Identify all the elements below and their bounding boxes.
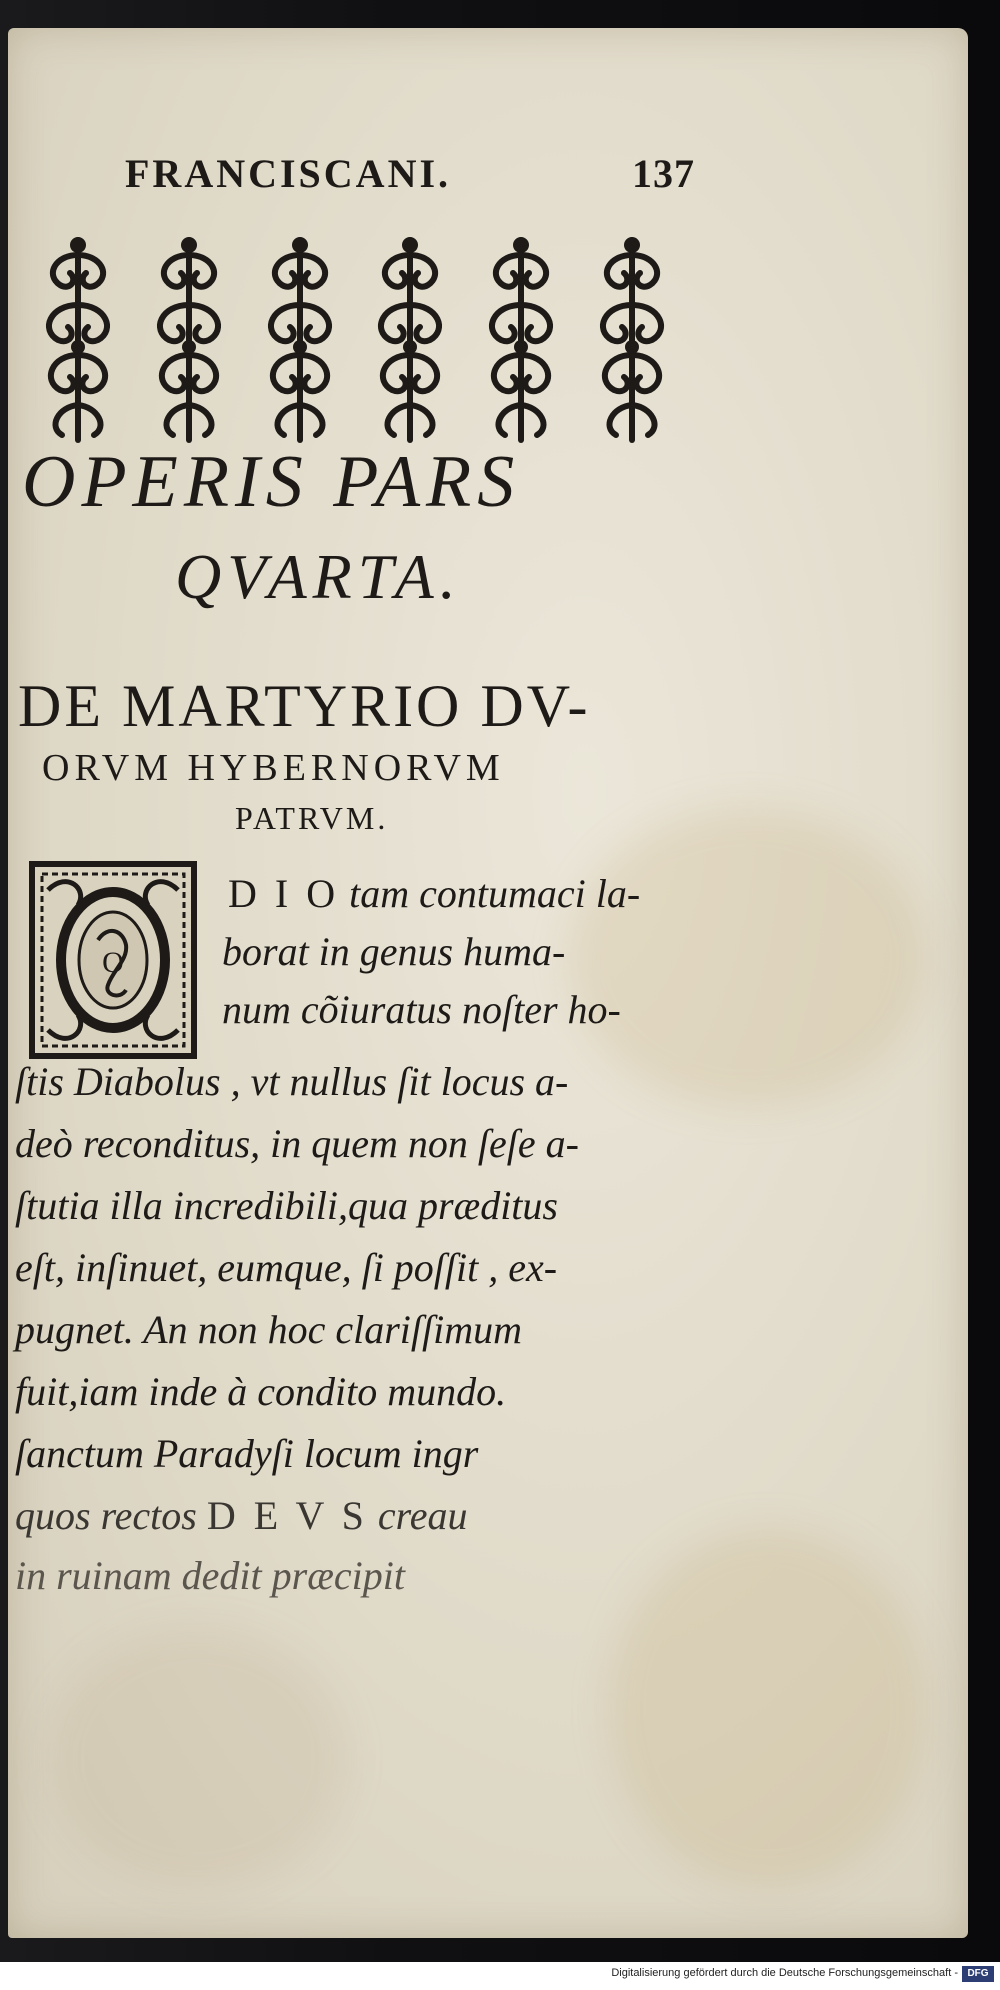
- running-title: FRANCISCANI.: [125, 151, 452, 196]
- paper-stain: [568, 808, 928, 1108]
- fleuron-ornament: [252, 235, 348, 445]
- text-line-12: in ruinam dedit præcipit: [15, 1553, 405, 1598]
- text-line-3: num cõiuratus noſter ho-: [222, 987, 621, 1032]
- text-line-1: [228, 870, 640, 917]
- text-line-11-roman: D E V S: [206, 1493, 368, 1538]
- text-line-7: eſt, inſinuet, eumque, ſi poſſit , ex-: [15, 1245, 558, 1290]
- digitization-credit: Digitalisierung gefördert durch die Deutsche Forschungsgemeinschaft -: [611, 1967, 958, 1979]
- ornament-band: [30, 235, 680, 445]
- fleuron-ornament: [141, 235, 237, 445]
- text-line-2: borat in genus huma-: [222, 929, 566, 974]
- text-line-11-italic: quos rectos: [15, 1493, 207, 1538]
- fleuron-ornament: [362, 235, 458, 445]
- chapter-title-line-1: DE MARTYRIO DV-: [18, 673, 591, 739]
- part-title-line-2: QVARTA.: [175, 541, 462, 612]
- paper-stain: [608, 1528, 928, 1888]
- text-line-9: fuit,iam inde à condito mundo.: [15, 1369, 507, 1414]
- text-line-8: pugnet. An non hoc clariſſimum: [15, 1307, 522, 1352]
- fleuron-ornament: [30, 235, 126, 445]
- part-title-line-1: OPERIS PARS: [22, 441, 521, 523]
- fleuron-ornament: [584, 235, 680, 445]
- text-line-10: ſanctum Paradyſi locum ingr: [15, 1431, 479, 1476]
- text-line-11-italic-after: creau: [367, 1493, 468, 1538]
- paper-stain: [48, 1628, 348, 1888]
- page-number: 137: [632, 151, 695, 196]
- text-line-5: deò reconditus, in quem non ſeſe a-: [15, 1121, 579, 1166]
- fleuron-ornament: [473, 235, 569, 445]
- chapter-title-line-3: PATRVM.: [235, 800, 389, 836]
- text-line-1-italic: tam contumaci la-: [339, 871, 641, 916]
- chapter-title-line-2: ORVM HYBERNORVM: [42, 747, 505, 789]
- running-head: [125, 150, 695, 197]
- text-line-4: ſtis Diabolus , vt nullus ſit locus a-: [15, 1059, 569, 1104]
- text-line-11: [15, 1492, 467, 1539]
- decorated-initial: [28, 860, 198, 1060]
- text-line-6: ſtutia illa incredibili,qua præditus: [15, 1183, 558, 1228]
- initial-letter: O: [102, 946, 124, 979]
- text-line-1-roman: D I O: [228, 871, 340, 916]
- dfg-logo: DFG: [962, 1966, 994, 1982]
